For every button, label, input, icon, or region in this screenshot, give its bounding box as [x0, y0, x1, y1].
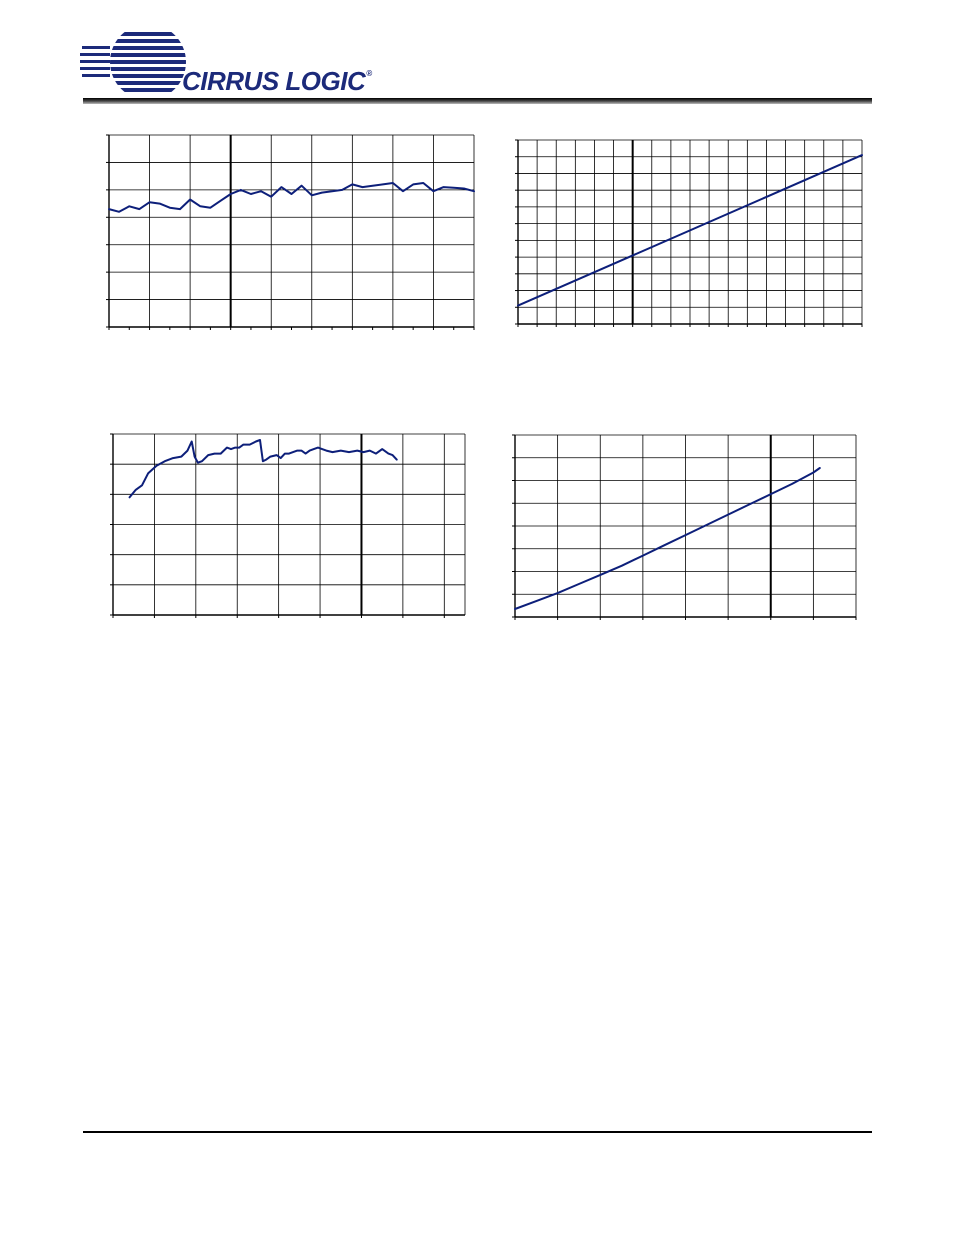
logo-stripes: [80, 46, 110, 77]
brand-wordmark: [182, 68, 372, 94]
chart-bottom-right: [508, 427, 864, 624]
series-line: [130, 440, 397, 497]
chart-top-left: [100, 125, 480, 335]
series-line: [515, 468, 820, 609]
chart-top-right: [510, 132, 870, 332]
header-rule: [83, 98, 872, 104]
chart-bottom-left: [104, 426, 472, 624]
brand-name: CIRRUS LOGIC: [182, 66, 366, 96]
series-line: [109, 183, 474, 212]
footer-rule: [83, 1131, 872, 1133]
trademark-symbol: ®: [366, 69, 372, 78]
